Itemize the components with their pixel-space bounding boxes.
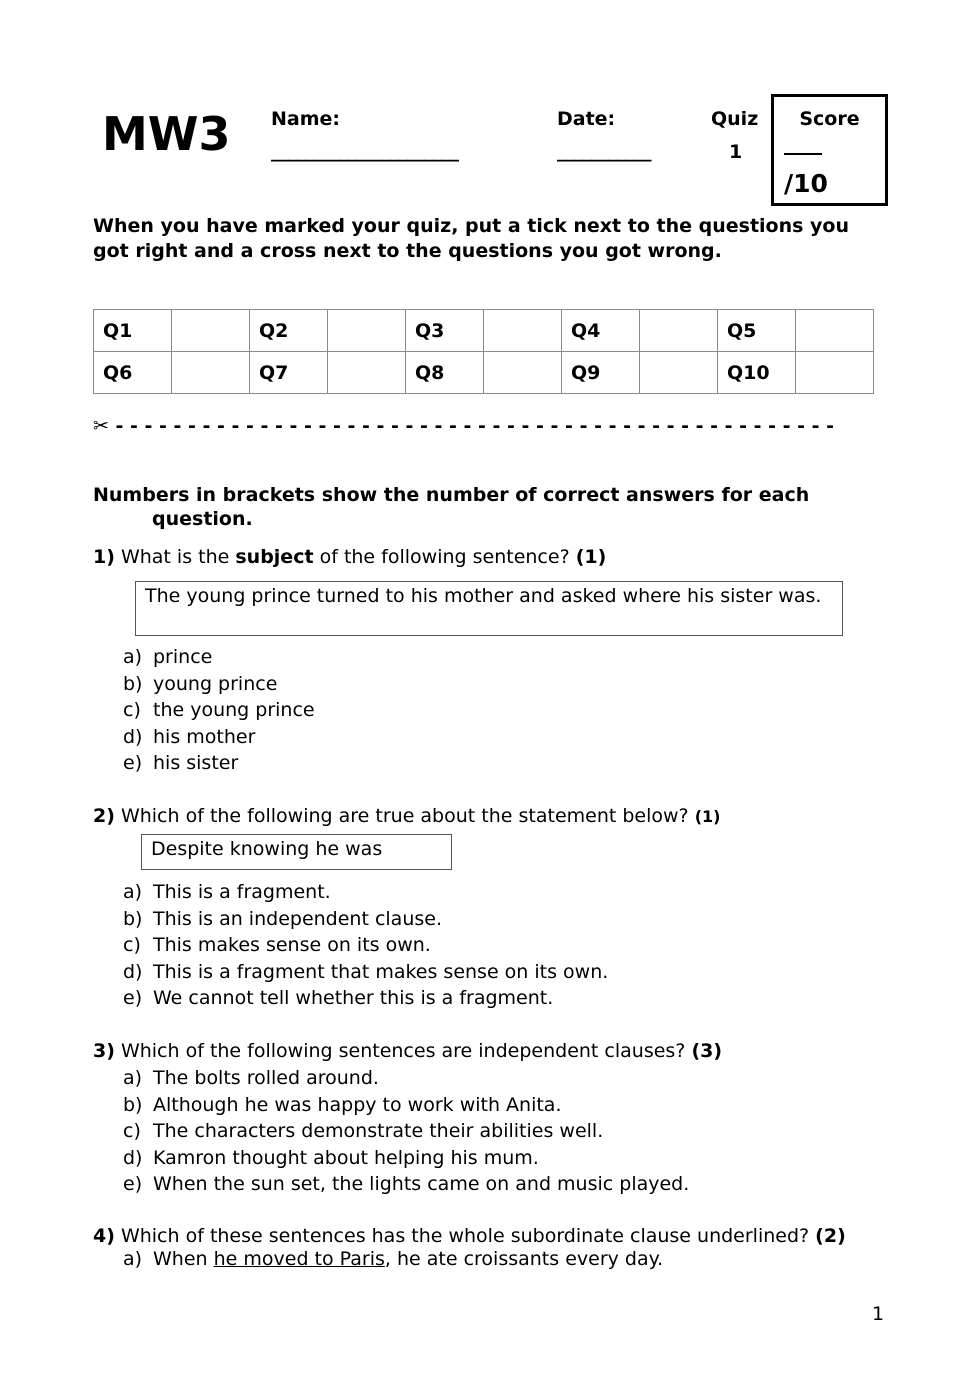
option-letter: b) bbox=[123, 907, 143, 930]
tick-cell-q4[interactable] bbox=[640, 310, 718, 352]
question-text: Which of the following are true about the statement below? bbox=[120, 805, 695, 827]
option-letter: b) bbox=[123, 672, 143, 695]
tick-grid bbox=[93, 309, 874, 394]
option-e[interactable] bbox=[123, 750, 315, 777]
option-text: The bolts rolled around. bbox=[153, 1067, 379, 1089]
option-text: his mother bbox=[153, 725, 256, 748]
option-d[interactable] bbox=[123, 1145, 689, 1172]
option-text: prince bbox=[153, 646, 213, 668]
question-3-options bbox=[123, 1065, 689, 1198]
quiz-label: Quiz bbox=[711, 108, 759, 130]
option-e[interactable] bbox=[123, 1171, 689, 1198]
question-1-options bbox=[123, 644, 315, 777]
option-text: The characters demonstrate their abilities well. bbox=[153, 1120, 604, 1142]
option-text: This is an independent clause. bbox=[153, 907, 442, 930]
grid-label-q10: Q10 bbox=[718, 352, 796, 394]
option-letter: d) bbox=[123, 1146, 143, 1169]
score-blank[interactable] bbox=[784, 153, 822, 155]
option-letter: a) bbox=[123, 881, 143, 903]
scissors-icon: ✂ bbox=[93, 415, 109, 437]
option-b[interactable] bbox=[123, 906, 608, 933]
question-4-options bbox=[123, 1246, 663, 1273]
option-letter: d) bbox=[123, 725, 143, 748]
option-text: This makes sense on its own. bbox=[153, 934, 431, 956]
question-2 bbox=[93, 804, 720, 829]
question-text: What is the bbox=[120, 546, 236, 568]
grid-label-q1: Q1 bbox=[94, 310, 172, 352]
question-marks: (3) bbox=[691, 1040, 723, 1062]
tick-cell-q5[interactable] bbox=[796, 310, 874, 352]
option-c[interactable] bbox=[123, 932, 608, 959]
question-2-options bbox=[123, 879, 608, 1012]
question-1-sentence-box: The young prince turned to his mother and asked where his sister was. bbox=[135, 581, 843, 636]
option-d[interactable] bbox=[123, 959, 608, 986]
option-d[interactable] bbox=[123, 724, 315, 751]
option-text: Although he was happy to work with Anita. bbox=[153, 1093, 562, 1116]
cut-dashes: - - - - - - - - - - - - - - - - - - - - - - - - - - - - - - - - - - - - - - - - - - - - - - - - - - bbox=[115, 415, 834, 437]
quiz-number: 1 bbox=[729, 141, 743, 163]
question-marks: (2) bbox=[815, 1225, 846, 1247]
grid-label-q8: Q8 bbox=[406, 352, 484, 394]
option-a[interactable] bbox=[123, 1246, 663, 1273]
option-a[interactable] bbox=[123, 879, 608, 906]
option-letter: b) bbox=[123, 1093, 143, 1116]
question-text: of the following sentence? bbox=[313, 546, 576, 568]
score-total: /10 bbox=[784, 169, 828, 198]
question-marks: (1) bbox=[694, 807, 721, 826]
tick-cell-q8[interactable] bbox=[484, 352, 562, 394]
option-c[interactable] bbox=[123, 697, 315, 724]
tick-cell-q3[interactable] bbox=[484, 310, 562, 352]
score-label: Score bbox=[799, 108, 860, 130]
brackets-note: Numbers in brackets show the number of correct answers for each question. bbox=[93, 484, 810, 530]
question-text: Which of the following sentences are independent clauses? bbox=[120, 1040, 692, 1062]
option-letter: a) bbox=[123, 1067, 143, 1089]
name-field[interactable]: ______________________ bbox=[271, 140, 458, 162]
option-text: When bbox=[153, 1248, 214, 1270]
option-b[interactable] bbox=[123, 671, 315, 698]
option-letter: c) bbox=[123, 934, 141, 956]
option-text: young prince bbox=[153, 672, 278, 695]
option-letter: e) bbox=[123, 752, 143, 774]
instructions: When you have marked your quiz, put a tick next to the questions you got right and a cross next to the questions you got wrong. bbox=[93, 215, 850, 262]
question-number: 4) bbox=[93, 1225, 115, 1247]
option-text: We cannot tell whether this is a fragment. bbox=[153, 987, 554, 1009]
question-number: 1) bbox=[93, 546, 115, 568]
option-letter: d) bbox=[123, 960, 143, 983]
option-text: the young prince bbox=[153, 699, 315, 721]
tick-cell-q7[interactable] bbox=[328, 352, 406, 394]
option-b[interactable] bbox=[123, 1092, 689, 1119]
cut-line bbox=[93, 414, 893, 439]
tick-cell-q10[interactable] bbox=[796, 352, 874, 394]
option-c[interactable] bbox=[123, 1118, 689, 1145]
question-1 bbox=[93, 545, 606, 569]
tick-cell-q6[interactable] bbox=[172, 352, 250, 394]
tick-cell-q9[interactable] bbox=[640, 352, 718, 394]
question-number: 2) bbox=[93, 805, 115, 827]
option-text: When the sun set, the lights came on and music played. bbox=[153, 1173, 690, 1195]
option-letter: a) bbox=[123, 646, 143, 668]
grid-label-q4: Q4 bbox=[562, 310, 640, 352]
option-letter: c) bbox=[123, 699, 141, 721]
name-label: Name: bbox=[271, 108, 341, 130]
option-a[interactable] bbox=[123, 644, 315, 671]
quiz-code-title: MW3 bbox=[102, 107, 231, 161]
grid-label-q2: Q2 bbox=[250, 310, 328, 352]
question-2-statement-box: Despite knowing he was bbox=[141, 834, 452, 870]
question-marks: (1) bbox=[575, 546, 607, 568]
grid-label-q3: Q3 bbox=[406, 310, 484, 352]
date-label: Date: bbox=[557, 108, 616, 130]
grid-label-q9: Q9 bbox=[562, 352, 640, 394]
question-3 bbox=[93, 1039, 722, 1063]
grid-label-q7: Q7 bbox=[250, 352, 328, 394]
score-box bbox=[771, 94, 888, 206]
page-number: 1 bbox=[872, 1303, 885, 1325]
grid-label-q6: Q6 bbox=[94, 352, 172, 394]
question-text: Which of these sentences has the whole subordinate clause underlined? bbox=[120, 1225, 816, 1247]
option-letter: c) bbox=[123, 1120, 141, 1142]
tick-cell-q2[interactable] bbox=[328, 310, 406, 352]
date-field[interactable]: ___________ bbox=[557, 140, 651, 162]
question-keyword: subject bbox=[235, 546, 314, 568]
option-text: , he ate croissants every day. bbox=[384, 1248, 664, 1270]
option-text: his sister bbox=[153, 752, 239, 774]
tick-grid-row bbox=[94, 352, 874, 394]
option-letter: e) bbox=[123, 987, 143, 1009]
option-a[interactable] bbox=[123, 1065, 689, 1092]
option-letter: e) bbox=[123, 1173, 143, 1195]
grid-label-q5: Q5 bbox=[718, 310, 796, 352]
option-e[interactable] bbox=[123, 985, 608, 1012]
tick-cell-q1[interactable] bbox=[172, 310, 250, 352]
option-text: This is a fragment that makes sense on its own. bbox=[153, 960, 609, 983]
question-4 bbox=[93, 1224, 846, 1248]
tick-grid-row bbox=[94, 310, 874, 352]
option-letter: a) bbox=[123, 1248, 143, 1270]
question-number: 3) bbox=[93, 1040, 115, 1062]
option-text: This is a fragment. bbox=[153, 881, 331, 903]
underlined-clause: he moved to Paris bbox=[213, 1248, 385, 1270]
option-text: Kamron thought about helping his mum. bbox=[153, 1146, 539, 1169]
